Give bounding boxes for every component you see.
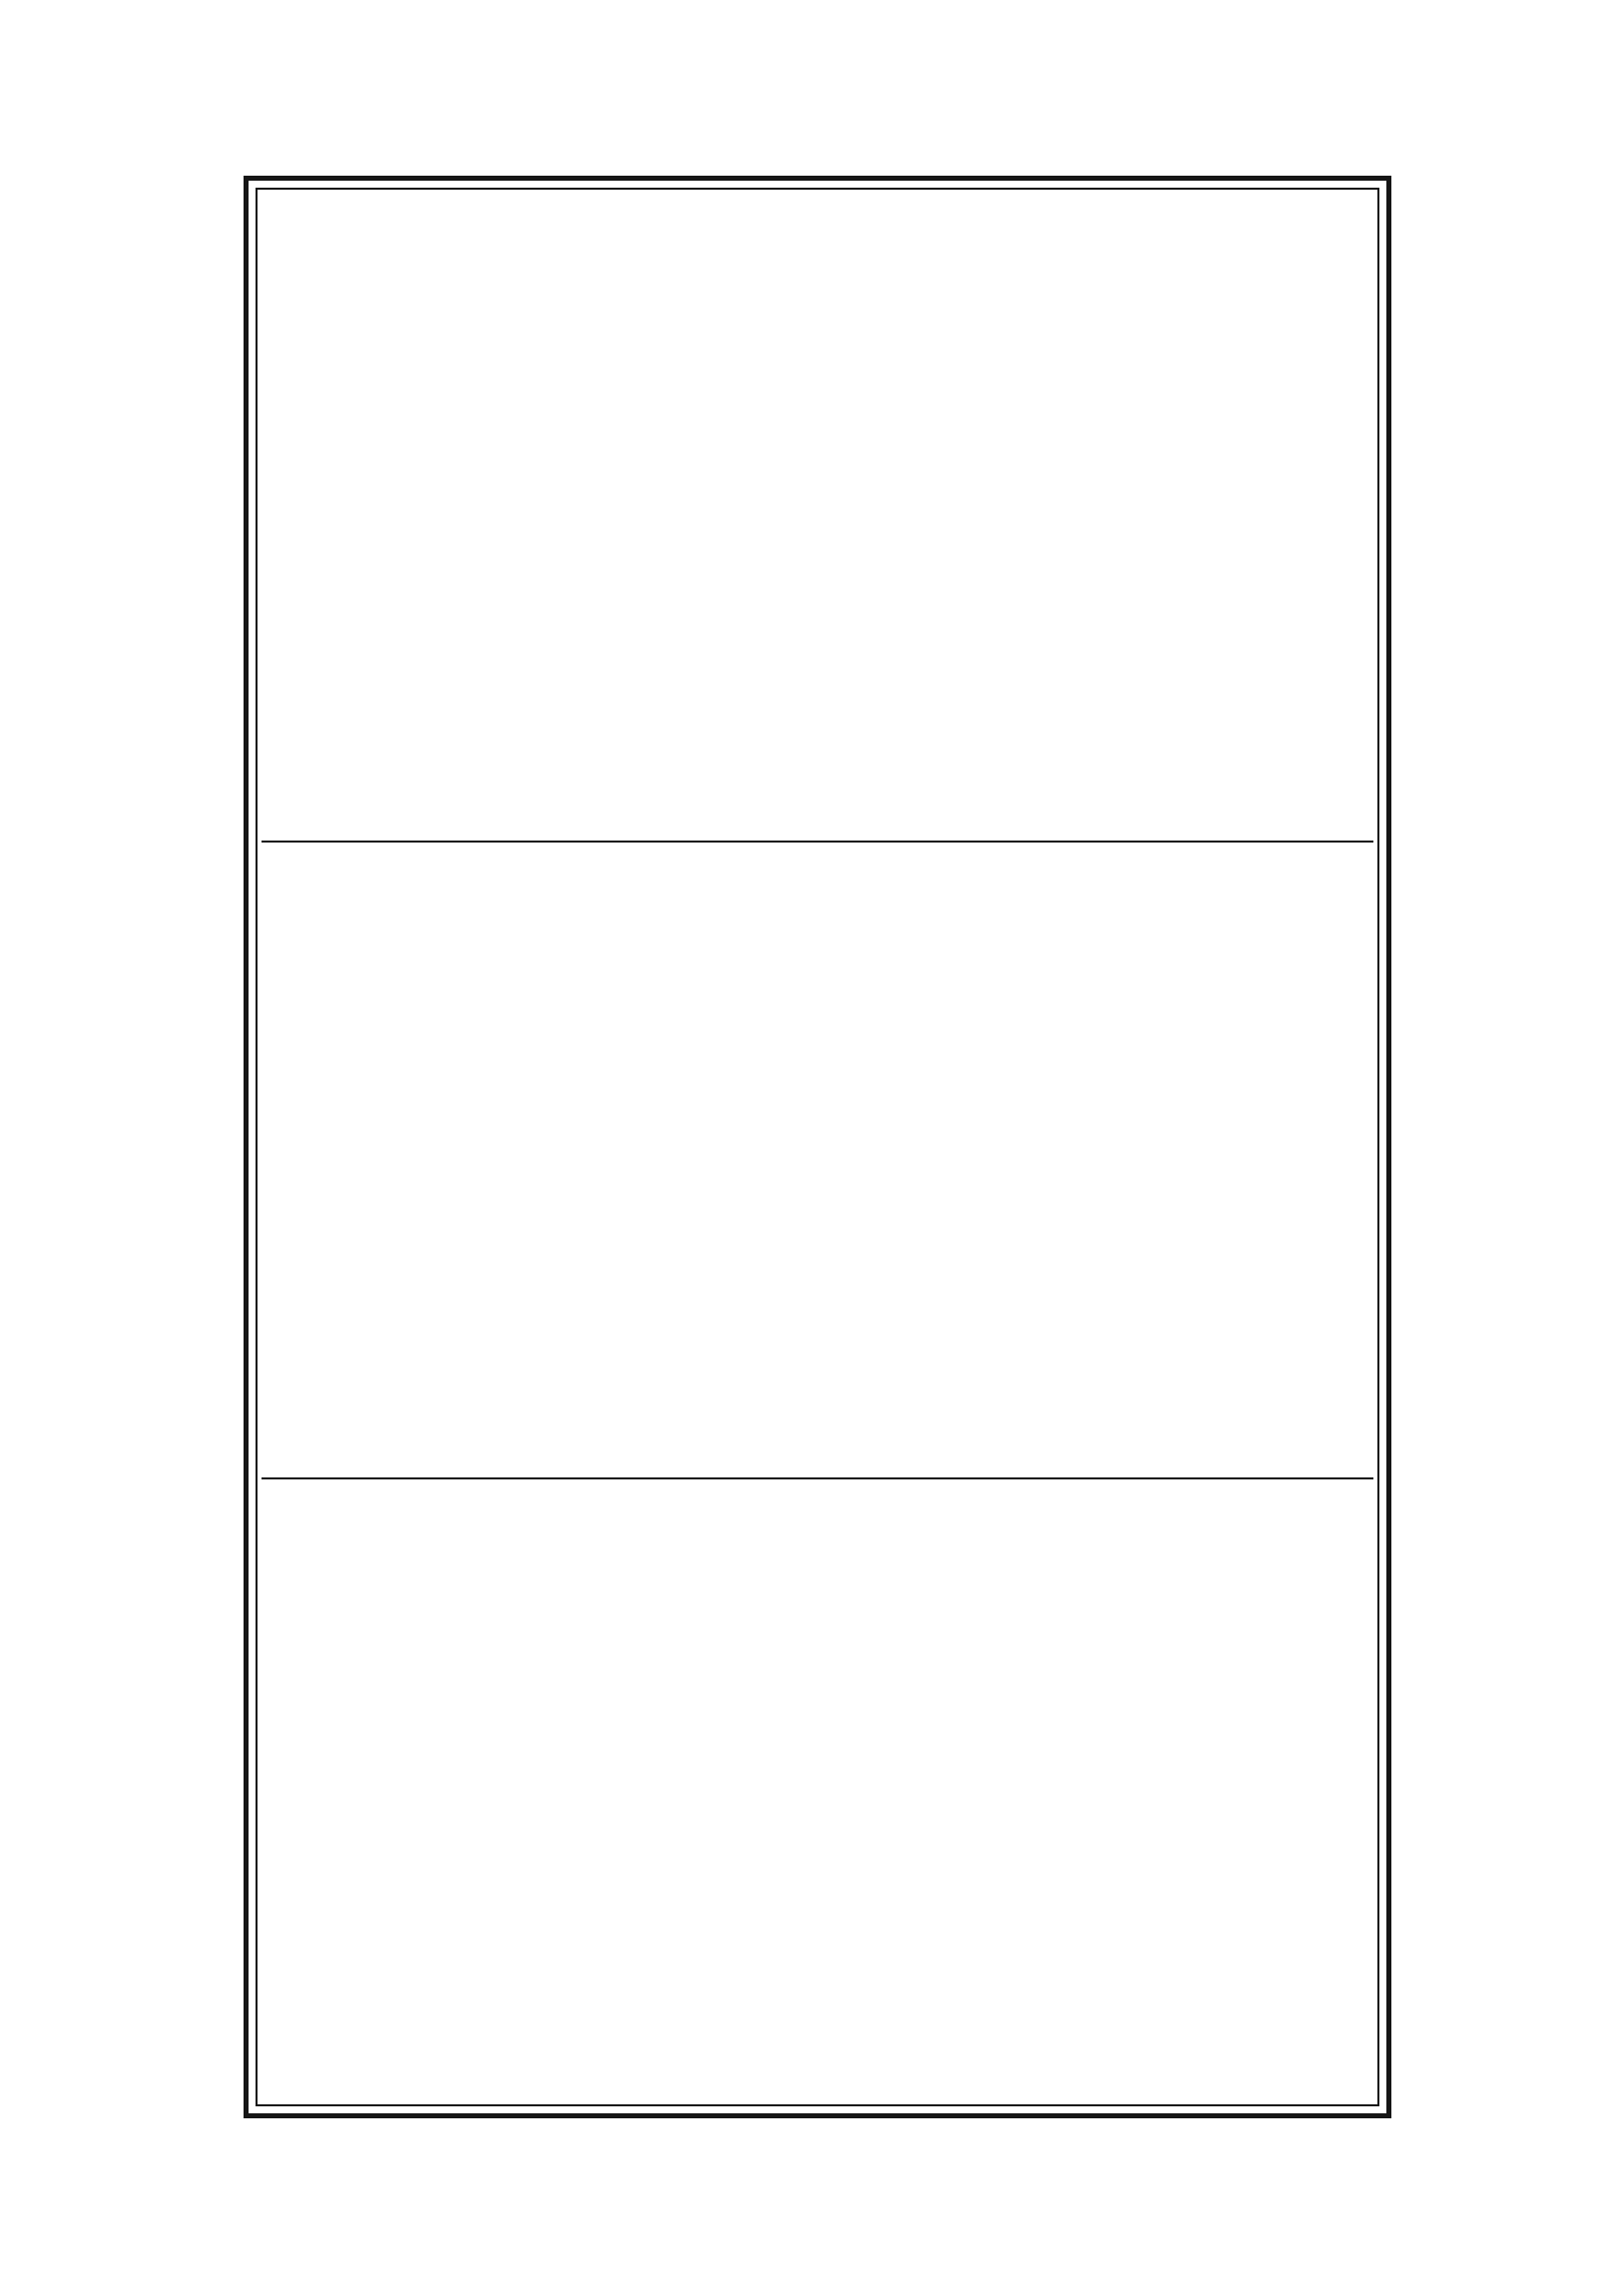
section-divider-1 xyxy=(262,841,1373,843)
section-divider-2 xyxy=(262,1477,1373,1479)
inner-border xyxy=(256,188,1379,2106)
page-frame xyxy=(244,176,1391,2118)
